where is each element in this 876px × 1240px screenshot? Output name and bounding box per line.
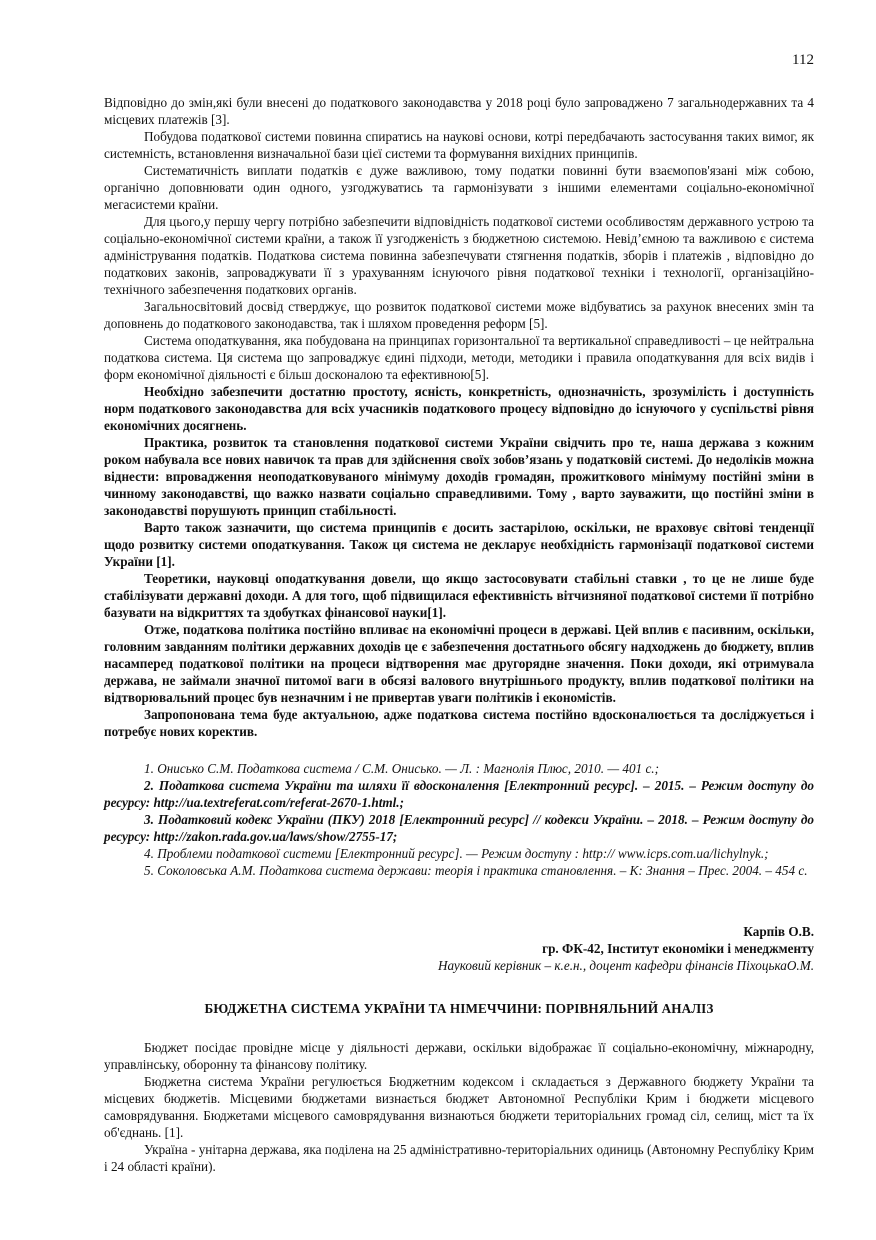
paragraph: Бюджетна система України регулюється Бюджетним кодексом і складається з Державного бюджету України та місцевих бюджетів. Місцевими бюджетами визнається бюджет Автономної Республіки Крим і бюджети місцевого самоврядування. Бюджетами місцевого самоврядування визнаються бюджети територіальних громад сіл, селищ, міст та їх об'єднань. [1].	[104, 1074, 814, 1140]
page-number: 112	[792, 52, 814, 68]
reference-text: Податкова система України та шляхи її вдосконалення [Електронний ресурс]. – 2015. – Режим доступу до ресурсу: http://ua.textreferat.com/referat-2670-1.html.;	[104, 778, 815, 810]
reference-text: Соколовська А.М. Податкова система держави: теорія і практика становлення. – К: Знання – Прес. 2004. – 454 с.	[157, 863, 808, 878]
paragraph: Побудова податкової системи повинна спиратись на наукові основи, котрі передбачають застосування таких вимог, як системність, встановлення визначальної бази цієї системи та формування вихідних принципів.	[104, 129, 814, 161]
reference-text: Онисько С.М. Податкова система / С.М. Онисько. — Л. : Магнолія Плюс, 2010. — 401 с.;	[157, 761, 659, 776]
body-text	[104, 94, 814, 740]
author-name: Карпів О.В.	[743, 924, 814, 939]
paragraph: Бюджет посідає провідне місце у діяльності держави, оскільки відображає її соціально-економічну, міжнародну, управлінську, оборонну та фінансову політику.	[104, 1040, 814, 1072]
author-group: гр. ФК-42, Інститут економіки і менеджменту	[542, 941, 814, 956]
article-body	[104, 1039, 814, 1175]
paragraph: Практика, розвиток та становлення податкової системи України свідчить про те, наша держава з кожним роком набувала все нових навичок та прав для здійснення своїх зобов’язань у податковій системі. До недоліків можна віднести: впровадження неоподатковуваного мінімуму доходів громадян, прожиткового мінімуму постійні зміни в чинному законодавстві, що важко назвати соціально справедливими. Тому , варто зауважити, що постійні зміни в законодавстві порушують принцип стабільності.	[104, 435, 814, 518]
paragraph: Запропонована тема буде актуальною, адже податкова система постійно вдосконалюється та досліджується і потребує нових коректив.	[104, 707, 814, 739]
reference-number: 1.	[144, 761, 154, 776]
reference-list	[104, 760, 814, 879]
reference-number: 2.	[144, 778, 154, 793]
reference-number: 5.	[144, 863, 154, 878]
paragraph: Загальносвітовий досвід стверджує, що розвиток податкової системи може відбуватись за рахунок внесених змін та доповнень до податкового законодавства, так і шляхом проведення реформ [5].	[104, 299, 814, 331]
paragraph: Відповідно до змін,які були внесені до податкового законодавства у 2018 році було запроваджено 7 загальнодержавних та 4 місцевих платежів [3].	[104, 95, 814, 127]
reference-item	[104, 862, 814, 879]
paragraph: Україна - унітарна держава, яка поділена на 25 адміністративно-територіальних одиниць (Автономну Республіку Крим і 24 області країни).	[104, 1142, 814, 1174]
paragraph: Система оподаткування, яка побудована на принципах горизонтальної та вертикальної справедливості – це нейтральна податкова система. Ця система що запроваджує єдині підходи, методи, методики і правила оподаткування для всіх видів і форм економічної діяльності є більш досконалою та ефективною[5].	[104, 333, 814, 382]
paragraph: Теоретики, науковці оподаткування довели, що якщо застосовувати стабільні ставки , то це не лише буде стабілізувати державні доходи. А для того, щоб підвищилася ефективність вітчизняної податкової системи її потрібно базувати на відкриттях та здобутках фінансової науки[1].	[104, 571, 814, 620]
paragraph: Отже, податкова політика постійно впливає на економічні процеси в державі. Цей вплив є пасивним, оскільки, головним завданням політики державних доходів це є забезпечення достатнього обсягу надходжень до бюджету, вплив насамперед податкової політики на процеси відтворення має другорядне значення. Поки доходи, які отримувала держава, не займали значної питомої ваги в обсязі валового внутрішнього продукту, вплив податкової політики на відтворювальний процес був незначним і не привертав уваги політиків і економістів.	[104, 622, 814, 705]
reference-item	[104, 845, 814, 862]
paragraph: Необхідно забезпечити достатню простоту, ясність, конкретність, однозначність, зрозумілість і доступність норм податкового законодавства для всіх учасників податкового процесу відповідно до існуючого у суспільстві рівня економічних досягнень.	[104, 384, 814, 433]
paragraph: Систематичність виплати податків є дуже важливою, тому податки повинні бути взаємопов'язані між собою, органічно доповнювати один одного, узгоджуватись та гармонізувати з іншими елементами соціально-економічної мегасистеми країни.	[104, 163, 814, 212]
paragraph: Варто також зазначити, що система принципів є досить застарілою, оскільки, не враховує світові тенденції щодо розвитку системи оподаткування. Також ця система не декларує необхідність гармонізації податкової системи України [1].	[104, 520, 814, 569]
reference-text: Податковий кодекс України (ПКУ) 2018 [Електронний ресурс] // кодекси України. – 2018. – Режим доступу до ресурсу: http://zakon.rada.gov.ua/laws/show/2755-17;	[104, 812, 814, 844]
reference-number: 3.	[144, 812, 154, 827]
reference-item	[104, 811, 814, 845]
reference-item	[104, 777, 814, 811]
reference-text: Проблеми податкової системи [Електронний ресурс]. — Режим доступу : http:// www.icps.com.ua/lichylnyk.;	[157, 846, 769, 861]
reference-item	[104, 760, 814, 777]
article-title: БЮДЖЕТНА СИСТЕМА УКРАЇНИ ТА НІМЕЧЧИНИ: ПОРІВНЯЛЬНИЙ АНАЛІЗ	[204, 1001, 714, 1016]
scientific-advisor: Науковий керівник – к.е.н., доцент кафедри фінансів ПіхоцькаО.М.	[437, 958, 814, 973]
page-content	[104, 94, 814, 1175]
author-block	[104, 923, 814, 974]
reference-number: 4.	[144, 846, 154, 861]
paragraph: Для цього,у першу чергу потрібно забезпечити відповідність податкової системи особливостям державного устрою та соціально-економічної системи країни, а також її узгодженість з бюджетною системою. Невід’ємною та важливою є система адміністрування податків. Податкова система повинна забезпечувати стягнення податків, зборів і платежів , відповідно до податкових законів, запроваджувати її з урахуванням існуючого рівня податкової техніки і технології, організаційно-технічного забезпечення податкових органів.	[104, 214, 814, 297]
